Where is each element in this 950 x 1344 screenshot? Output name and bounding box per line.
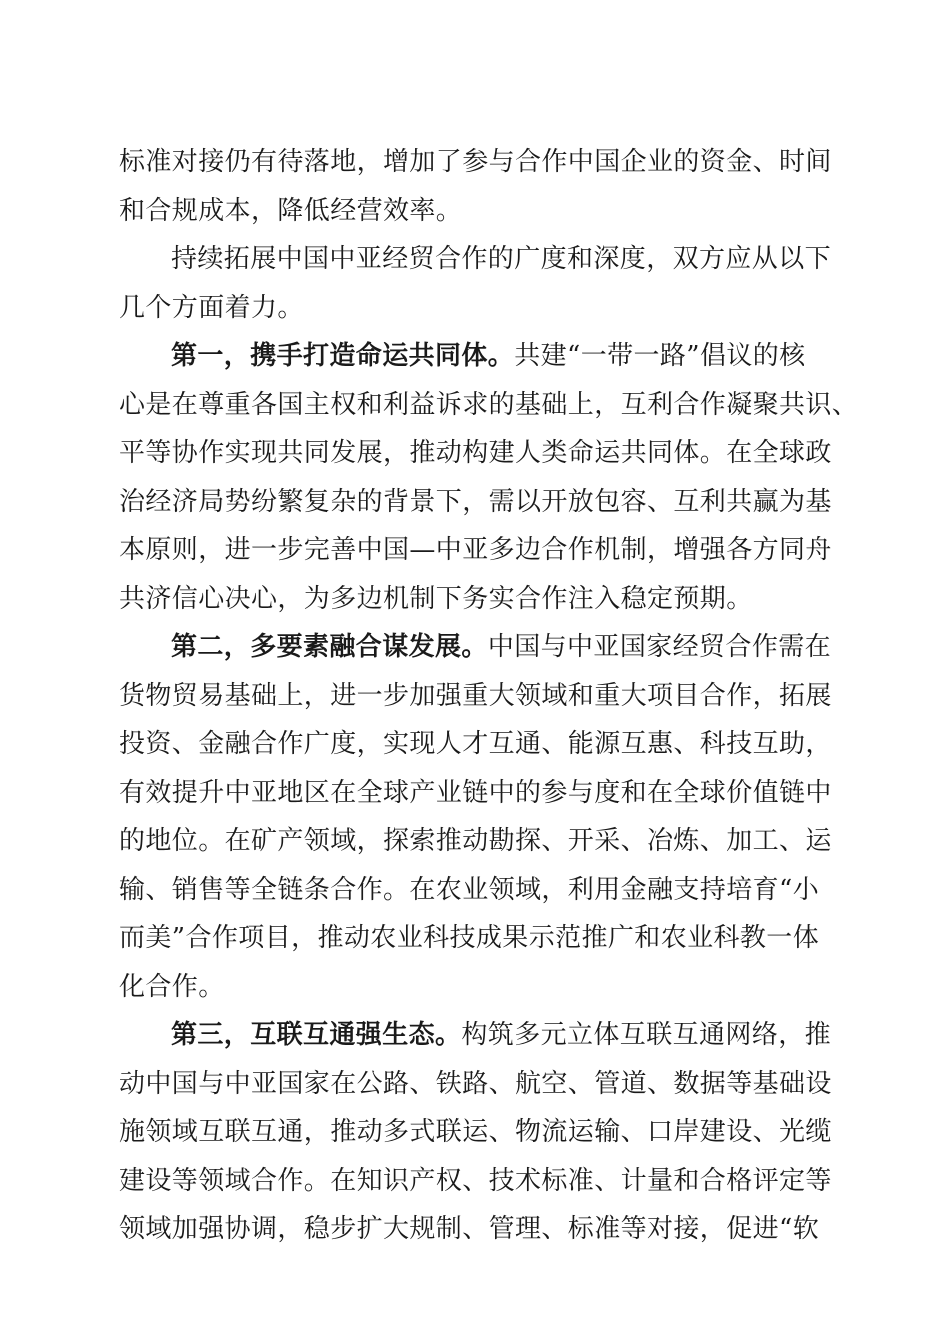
paragraph-heading: 第三，互联互通强生态。 (171, 1020, 462, 1050)
text-line: 本原则，进一步完善中国—中亚多边合作机制，增强各方同舟 (119, 535, 832, 565)
text-span: 构筑多元立体互联互通网络，推 (461, 1020, 832, 1050)
text-line: 平等协作实现共同发展，推动构建人类命运共同体。在全球政 (119, 438, 832, 468)
text-line: 标准对接仍有待落地，增加了参与合作中国企业的资金、时间 (119, 147, 832, 177)
text-line: 建设等领域合作。在知识产权、技术标准、计量和合格评定等 (119, 1165, 832, 1196)
paragraph-heading: 第一，携手打造命运共同体。 (171, 341, 515, 371)
text-line: 施领域互联互通，推动多式联运、物流运输、口岸建设、光缆 (119, 1117, 832, 1147)
paragraph-4 (119, 623, 835, 1011)
text-line: 和合规成本，降低经营效率。 (119, 195, 463, 226)
text-line: 而美”合作项目，推动农业科技成果示范推广和农业科教一体 (119, 923, 820, 953)
text-line (119, 623, 835, 672)
text-line: 有效提升中亚地区在全球产业链中的参与度和在全球价值链中 (119, 777, 832, 808)
text-line: 共济信心决心，为多边机制下务实合作注入稳定预期。 (119, 583, 753, 614)
text-line: 化合作。 (119, 971, 225, 1002)
text-line: 领域加强协调，稳步扩大规制、管理、标准等对接，促进“软 (119, 1214, 820, 1244)
text-line: 持续拓展中国中亚经贸合作的广度和深度，双方应从以下 (171, 244, 832, 274)
text-line: 投资、金融合作广度，实现人才互通、能源互惠、科技互助， (119, 729, 832, 759)
text-line: 的地位。在矿产领域，探索推动勘探、开采、冶炼、加工、运 (119, 826, 832, 856)
text-line: 输、销售等全链条合作。在农业领域，利用金融支持培育“小 (119, 874, 820, 905)
paragraph-1 (119, 138, 835, 235)
paragraph-heading: 第二，多要素融合谋发展。 (171, 632, 488, 662)
text-line: 治经济局势纷繁复杂的背景下，需以开放包容、互利共赢为基 (119, 486, 832, 517)
text-line (119, 1011, 835, 1060)
text-span: 共建“一带一路”倡议的核 (514, 341, 806, 371)
text-line: 货物贸易基础上，进一步加强重大领域和重大项目合作，拓展 (119, 680, 832, 711)
text-line: 心是在尊重各国主权和利益诉求的基础上，互利合作凝聚共识、 (119, 389, 859, 420)
text-span: 中国与中亚国家经贸合作需在 (487, 632, 832, 662)
paragraph-2 (119, 235, 835, 332)
document-page (119, 138, 859, 1254)
text-line: 动中国与中亚国家在公路、铁路、航空、管道、数据等基础设 (119, 1068, 832, 1099)
text-line: 几个方面着力。 (119, 292, 304, 323)
text-line (119, 332, 835, 381)
paragraph-5 (119, 1011, 835, 1254)
paragraph-3 (119, 332, 859, 623)
